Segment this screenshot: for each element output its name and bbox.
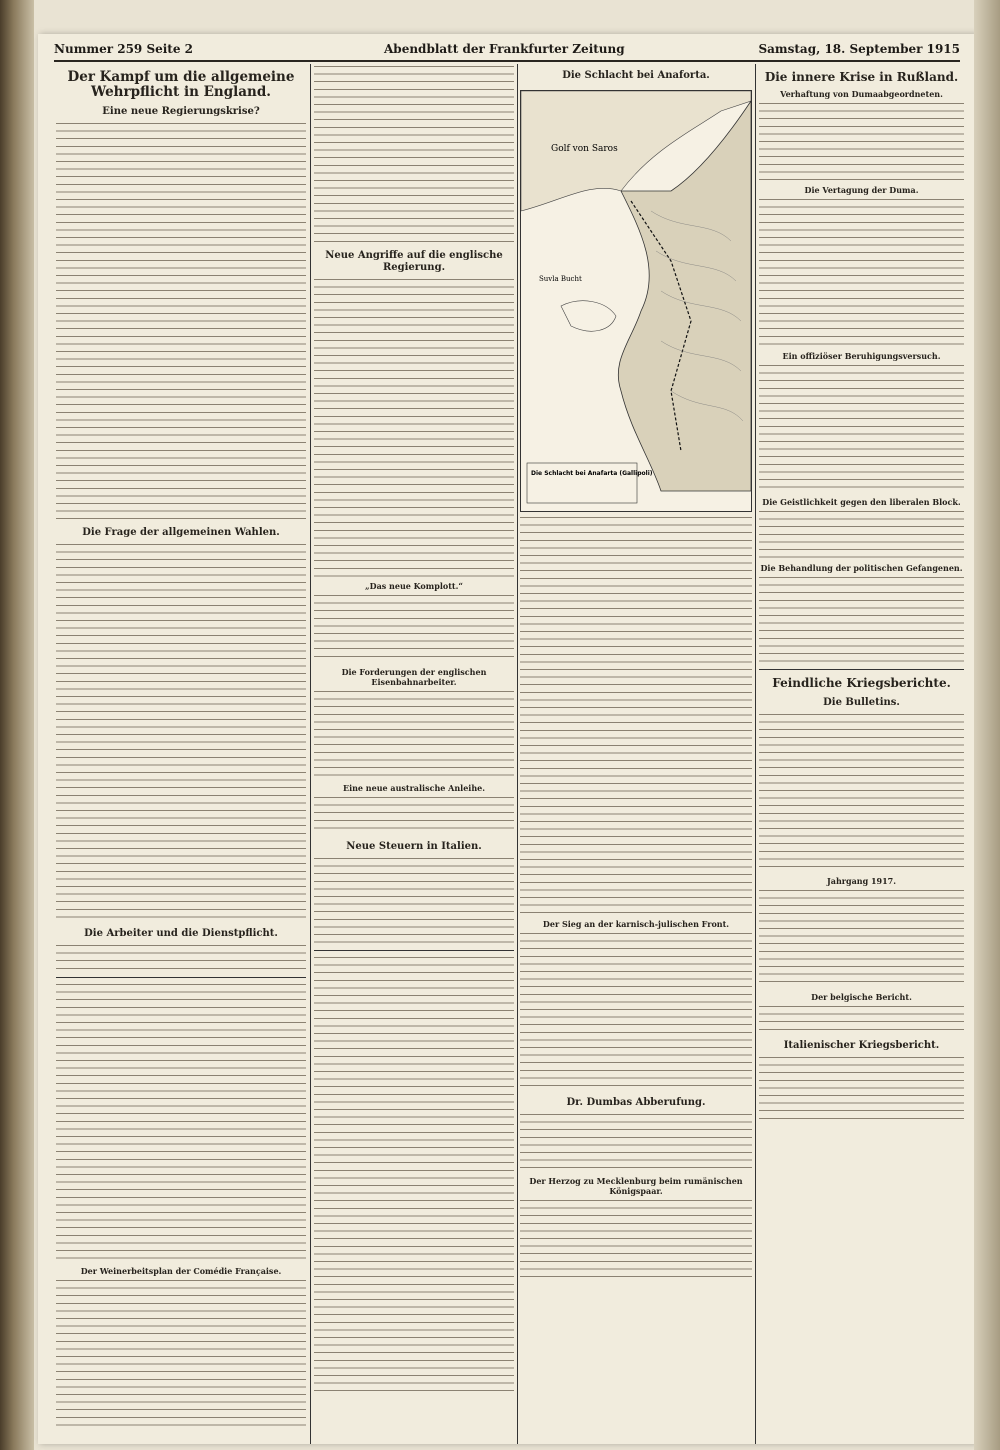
divider bbox=[759, 669, 964, 670]
headline-beruhigung: Ein offiziöser Beruhigungsversuch. bbox=[782, 351, 941, 361]
headline-arbeiter: Die Arbeiter und die Dienstpflicht. bbox=[84, 928, 278, 939]
headline-belgisch: Der belgische Bericht. bbox=[811, 992, 912, 1002]
headline-mecklenburg: Der Herzog zu Mecklenburg beim rumänischen Königspaar. bbox=[529, 1176, 743, 1196]
column-1 bbox=[56, 64, 306, 1444]
headline-komplott: „Das neue Komplott.“ bbox=[365, 581, 463, 591]
newspaper-title: Abendblatt der Frankfurter Zeitung bbox=[384, 42, 625, 56]
article-body bbox=[759, 197, 964, 347]
article-body bbox=[314, 856, 514, 946]
headline-jahrgang: Jahrgang 1917. bbox=[826, 876, 897, 886]
map-label-gulf: Golf von Saros bbox=[551, 144, 618, 154]
column-rule bbox=[755, 64, 756, 1444]
headline-wahlen: Die Frage der allgemeinen Wahlen. bbox=[82, 527, 280, 538]
headline-gefangene: Die Behandlung der politischen Gefangenen. bbox=[760, 563, 963, 573]
headline-angriffe: Neue Angriffe auf die englische Regierung. bbox=[325, 250, 503, 273]
column-3-lower bbox=[520, 515, 752, 1440]
headline-kriegsberichte: Feindliche Kriegsberichte. bbox=[772, 676, 951, 690]
divider bbox=[56, 977, 306, 978]
headline-vertagung: Die Vertagung der Duma. bbox=[804, 185, 919, 195]
feuilleton-head: Der Weinerbeitsplan der Comédie Française. bbox=[80, 1266, 282, 1276]
headline-italienisch: Italienischer Kriegsbericht. bbox=[783, 1040, 940, 1051]
page-edge bbox=[974, 0, 1000, 1450]
headline-verhaftung: Verhaftung von Dumaabgeordneten. bbox=[780, 89, 943, 99]
article-body bbox=[314, 64, 514, 244]
article-body bbox=[759, 509, 964, 559]
headline-dumba: Dr. Dumbas Abberufung. bbox=[566, 1097, 706, 1108]
article-body bbox=[314, 593, 514, 663]
subhead-regierungskrise: Eine neue Regierungskrise? bbox=[102, 106, 260, 117]
article-body bbox=[56, 943, 306, 973]
masthead bbox=[54, 38, 960, 62]
divider bbox=[314, 950, 514, 951]
column-4 bbox=[759, 64, 964, 1444]
map-label-bay: Suvla Bucht bbox=[539, 275, 582, 283]
article-body bbox=[520, 931, 752, 1091]
article-body bbox=[56, 121, 306, 521]
issue-date: Samstag, 18. September 1915 bbox=[758, 42, 960, 56]
headline-anleihe: Eine neue australische Anleihe. bbox=[342, 783, 486, 793]
feuilleton-body bbox=[56, 982, 306, 1262]
article-body bbox=[56, 542, 306, 922]
headline-geistlichkeit: Die Geistlichkeit gegen den liberalen Block. bbox=[762, 497, 961, 507]
book-binding bbox=[0, 0, 34, 1450]
headline-wehrpflicht: Der Kampf um die allgemeine Wehrpflicht in England. bbox=[67, 69, 295, 100]
article-body bbox=[314, 277, 514, 577]
article-body bbox=[759, 712, 964, 872]
article-body bbox=[520, 1198, 752, 1278]
article-body bbox=[520, 515, 752, 915]
column-2 bbox=[314, 64, 514, 1444]
map-caption: Die Schlacht bei Anafarta (Gallipoli) bbox=[531, 470, 653, 477]
article-body bbox=[759, 1004, 964, 1034]
article-body bbox=[314, 795, 514, 835]
issue-number: Nummer 259 Seite 2 bbox=[54, 42, 194, 56]
feuilleton-body bbox=[56, 1278, 306, 1428]
feuilleton-body bbox=[314, 955, 514, 1395]
headline-krise-russland: Die innere Krise in Rußland. bbox=[764, 70, 959, 84]
headline-anaforta: Die Schlacht bei Anaforta. bbox=[562, 70, 710, 81]
article-body bbox=[759, 1055, 964, 1125]
article-body bbox=[759, 575, 964, 665]
article-body bbox=[759, 363, 964, 493]
headline-karnisch-julisch: Der Sieg an der karnisch-julischen Front. bbox=[542, 919, 730, 929]
map-graphic bbox=[521, 91, 751, 511]
column-rule bbox=[517, 64, 518, 1444]
article-body bbox=[314, 689, 514, 779]
article-body bbox=[520, 1112, 752, 1172]
headline-eisenbahnarbeiter: Die Forderungen der englischen Eisenbahnarbeiter. bbox=[341, 667, 487, 687]
column-rule bbox=[310, 64, 311, 1444]
headline-bulletins: Die Bulletins. bbox=[823, 697, 900, 708]
article-body bbox=[759, 101, 964, 181]
headline-steuern-italien: Neue Steuern in Italien. bbox=[346, 841, 482, 852]
article-body bbox=[759, 888, 964, 988]
battle-map bbox=[520, 90, 752, 512]
